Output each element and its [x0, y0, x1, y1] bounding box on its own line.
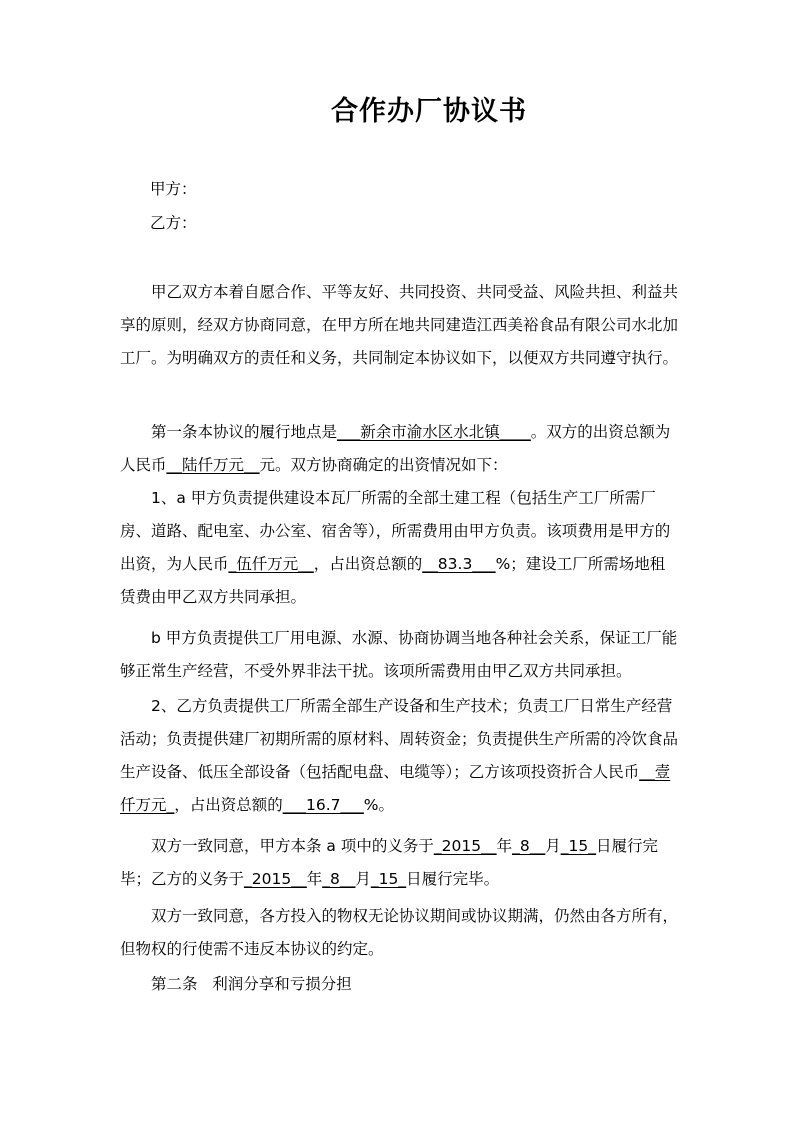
party-a-amount: _伍仟万元__	[228, 555, 314, 573]
article-2-heading: 第二条 利润分享和亏损分担	[151, 975, 352, 993]
party-b-percentage: ___16.7___	[282, 796, 364, 814]
performance-place: ___新余市渝水区水北镇____	[337, 423, 531, 441]
article-1-text-post: 元。双方协商确定的出资情况如下：	[259, 456, 508, 474]
page-title: 合作办厂协议书	[331, 96, 527, 127]
party-b-label: 乙方：	[150, 214, 197, 232]
article-1-text-pre: 第一条本协议的履行地点是	[151, 423, 338, 441]
party-a-percentage: __83.3___	[422, 555, 496, 573]
item-1b-paragraph: b 甲方负责提供工厂用电源、水源、协商协调当地各种社会关系，保证工厂能够正常生产经营，不受外界非法干扰。该项所需费用由甲乙双方共同承担。	[120, 629, 678, 680]
item-2-paragraph	[120, 690, 678, 822]
item-1a-paragraph	[120, 482, 678, 614]
year-char: 年	[306, 870, 323, 888]
dates-text-pre: 双方一致同意，甲方本条 a 项中的义务于	[151, 837, 434, 855]
article-1-paragraph	[120, 416, 678, 482]
item-1a-text-post: %；建设工厂所需场地租赁费由甲乙双方共同承担。	[120, 555, 666, 606]
year-char: 年	[496, 837, 513, 855]
item-1a-text-pre: 1、a 甲方负责提供建设本瓦厂所需的全部土建工程（包括生产工厂所需厂房、道路、配电室、办公室、宿舍等），所需费用由甲方负责。该项费用是甲方的出资，为人民币	[120, 489, 671, 573]
month-char: 月	[355, 870, 371, 888]
dates-text-post: 日履行完毕。	[406, 870, 500, 888]
dates-text-mid: 日履行完毕；乙方的义务于	[120, 837, 658, 888]
property-paragraph: 双方一致同意，各方投入的物权无论协议期间或协议期满，仍然由各方所有，但物权的行使需不违反本协议的约定。	[120, 907, 679, 958]
item-2-text-mid: ，占出资总额的	[174, 796, 283, 814]
party-a-label: 甲方：	[150, 180, 197, 198]
article-1-text-mid: 。双方的出资总额为人民币	[120, 423, 671, 474]
item-1a-text-mid: ，占出资总额的	[313, 555, 423, 573]
party-b-day: _15_	[370, 870, 407, 888]
party-a-year: _2015__	[433, 837, 497, 855]
party-a-month: _8__	[512, 837, 546, 855]
item-2-text-pre: 2、乙方负责提供工厂所需全部生产设备和生产技术；负责工厂日常生产经营活动；负责提供建厂初期所需的原材料、周转资金；负责提供生产所需的冷饮食品生产设备、低压全部设备（包括配电盘、电缆等）；乙方该项投资折合人民币	[120, 697, 679, 781]
party-a-day: _15_	[560, 837, 596, 855]
item-2-text-post: %。	[363, 796, 395, 814]
month-char: 月	[545, 837, 561, 855]
intro-paragraph: 甲乙双方本着自愿合作、平等友好、共同投资、共同受益、风险共担、利益共享的原则，经双方协商同意，在甲方所在地共同建造江西美裕食品有限公司水北加工厂。为明确双方的责任和义务，共同制定本协议如下，以便双方共同遵守执行。	[120, 283, 679, 367]
party-b-year: _2015__	[244, 870, 307, 888]
party-b-amount: __壹仟万元_	[120, 763, 671, 814]
dates-paragraph	[120, 830, 678, 896]
total-investment: __陆仟万元__	[166, 456, 260, 474]
party-b-month: _8__	[322, 870, 356, 888]
